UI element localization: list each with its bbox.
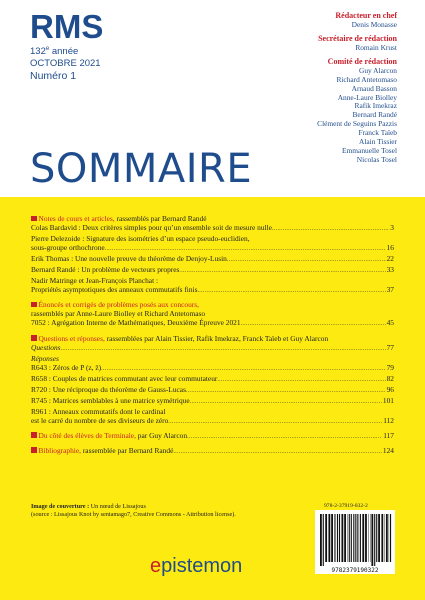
barcode-bar bbox=[341, 514, 343, 562]
bullet-square-icon bbox=[31, 335, 37, 341]
header bbox=[0, 0, 425, 164]
toc-entry[interactable]: Bernard Randé : Un problème de vecteurs propres ..... 33 bbox=[31, 265, 394, 276]
barcode-digits: 9782379190322 bbox=[331, 567, 379, 574]
barcode-bar bbox=[320, 514, 322, 566]
page-number: 101 bbox=[382, 395, 394, 405]
barcode-bar bbox=[328, 514, 330, 562]
bullet-square-icon bbox=[31, 302, 37, 308]
committee-member: Richard Antetomaso bbox=[336, 74, 397, 84]
barcode-graphic bbox=[315, 510, 395, 574]
toc-entry[interactable]: Erik Thomas : Une nouvelle preuve du théorème de Denjoy-Lusin ..... 22 bbox=[31, 254, 394, 265]
committee-member: Anne-Laure Biolley bbox=[337, 92, 397, 102]
committee-member: Alain Tissier bbox=[359, 137, 397, 147]
toc-entry[interactable]: Propriétés asymptotiques des anneaux commutatifs finis ..... 37 bbox=[31, 285, 394, 296]
section-heading: Questions et réponses, rassemblées par Alain Tissier, Rafik Imekraz, Franck Taïeb et Guy Alarcon bbox=[31, 334, 394, 343]
toc-entry[interactable]: R658 : Couples de matrices commutant avec leur commutateur ..... 82 bbox=[31, 374, 394, 385]
toc-entry[interactable]: R643 : Zéros de P (z, z̄) ..... 79 bbox=[31, 363, 394, 374]
toc-entry[interactable]: Bibliographie, rassemblée par Bernard Randé ..... 124 bbox=[31, 446, 394, 457]
journal-title: RMS bbox=[30, 8, 104, 45]
barcode-bar bbox=[325, 514, 327, 562]
toc-entry[interactable]: Du côté des élèves de Terminale, par Guy Alarcon ..... 117 bbox=[31, 431, 394, 442]
toc-entry[interactable]: Questions ..... 77 bbox=[31, 343, 394, 354]
toc-section-articles bbox=[31, 214, 394, 296]
committee-member: Guy Alarcon bbox=[359, 65, 397, 75]
barcode-bar bbox=[344, 514, 346, 562]
cover-label: Image de couverture : bbox=[31, 503, 90, 510]
committee-member: Nicolas Tosel bbox=[356, 154, 397, 164]
section-byline: rassemblés par Anne-Laure Biolley et Richard Antetomaso bbox=[31, 309, 206, 319]
toc-entry-line[interactable]: Pierre Delezoide : Signature des isométries d’un espace pseudo-euclidien, bbox=[31, 234, 250, 244]
barcode-bar bbox=[351, 514, 352, 562]
secretary-name: Romain Krust bbox=[355, 42, 397, 52]
barcode-bar bbox=[360, 514, 361, 562]
committee-role: Comité de rédaction bbox=[327, 56, 397, 66]
page-number: 37 bbox=[386, 285, 394, 295]
page-number: 3 bbox=[390, 223, 394, 233]
barcode-bar bbox=[386, 514, 388, 562]
table-of-contents bbox=[31, 214, 394, 461]
page-number: 124 bbox=[382, 445, 394, 455]
barcode-bar bbox=[374, 514, 375, 566]
bullet-square-icon bbox=[31, 216, 37, 222]
secretary-role: Secrétaire de rédaction bbox=[318, 33, 397, 43]
editor-name: Denis Monasse bbox=[351, 20, 397, 29]
barcode-bar bbox=[381, 514, 383, 562]
page-number: 82 bbox=[386, 373, 394, 383]
barcode-bar bbox=[371, 514, 373, 566]
publisher-logo: epistemon bbox=[150, 555, 243, 577]
toc-entry[interactable]: R745 : Matrices semblables à une matrice symétrique ..... 101 bbox=[31, 396, 394, 407]
barcode-bar bbox=[337, 514, 338, 562]
toc-entry[interactable]: Colas Bardavid : Deux critères simples pour qu’un ensemble soit de mesure nulle ..... 3 bbox=[31, 223, 394, 234]
committee-member: Rafik Imekraz bbox=[354, 101, 397, 111]
barcode-bar bbox=[376, 514, 377, 562]
barcode-bar bbox=[357, 514, 358, 562]
barcode bbox=[315, 510, 395, 574]
toc-entry[interactable]: sous-groupe orthochrone ..... 16 bbox=[31, 243, 394, 254]
page-number: 112 bbox=[383, 415, 394, 425]
page-number: 77 bbox=[386, 342, 394, 352]
toc-section-problems bbox=[31, 300, 394, 329]
committee-member: Clément de Seguins Pazzis bbox=[317, 119, 397, 129]
barcode-bar bbox=[323, 514, 324, 566]
toc-entry-line[interactable]: R961 : Anneaux commutatifs dont le cardinal bbox=[31, 406, 166, 416]
editor-role: Rédacteur en chef bbox=[335, 11, 397, 20]
barcode-bar bbox=[353, 514, 354, 562]
section-heading: Notes de cours et articles, rassemblés par Bernard Randé bbox=[31, 214, 394, 223]
committee-member: Arnaud Basson bbox=[351, 83, 397, 93]
toc-section-questions bbox=[31, 334, 394, 427]
journal-masthead bbox=[30, 8, 104, 83]
barcode-bar bbox=[362, 514, 364, 562]
section-heading: Énoncés et corrigés de problèmes posés aux concours, bbox=[31, 300, 394, 309]
journal-issue: Numéro 1 bbox=[30, 70, 77, 83]
barcode-bar bbox=[349, 514, 350, 562]
barcode-bar bbox=[334, 514, 335, 562]
isbn: 978-2-37919-032-2 bbox=[324, 503, 368, 509]
cover-credit bbox=[31, 503, 291, 518]
barcode-bar bbox=[378, 514, 380, 562]
barcode-bar bbox=[355, 514, 356, 562]
toc-section-terminale bbox=[31, 431, 394, 442]
page-number: 33 bbox=[386, 265, 394, 275]
page-number: 16 bbox=[386, 243, 394, 253]
committee-member: Emmanuelle Tosel bbox=[342, 145, 397, 155]
toc-entry[interactable]: R720 : Une réciproque du théorème de Gauss-Lucas ..... 96 bbox=[31, 385, 394, 396]
bullet-square-icon bbox=[31, 447, 37, 453]
barcode-bar bbox=[365, 514, 367, 562]
page-number: 96 bbox=[386, 384, 394, 394]
cover-text: Un nœud de Lissajous bbox=[89, 503, 146, 510]
committee-member: Bernard Randé bbox=[352, 110, 397, 120]
toc-entry[interactable]: est le carré du nombre de ses diviseurs de zéro ..... 112 bbox=[31, 416, 394, 427]
journal-year: 132e année bbox=[30, 46, 79, 58]
toc-entry[interactable]: 7052 : Agrégation Interne de Mathématiques, Deuxième Épreuve 2021 ..... 45 bbox=[31, 318, 394, 329]
toc-entry-line[interactable]: Nadir Matringe et Jean-François Planchat : bbox=[31, 276, 159, 286]
cover-source: (source : Lissajous Knot by sentamago7, Creative Commons - Attribution license). bbox=[31, 510, 236, 518]
page-number: 22 bbox=[386, 254, 394, 264]
subsection-label: Réponses bbox=[31, 353, 59, 363]
sommaire-title: SOMMAIRE bbox=[30, 146, 253, 192]
journal-month: OCTOBRE 2021 bbox=[30, 58, 101, 70]
barcode-bar bbox=[390, 514, 391, 562]
toc-section-bibliography bbox=[31, 446, 394, 457]
bullet-square-icon bbox=[31, 432, 37, 438]
page-number: 117 bbox=[383, 430, 394, 440]
barcode-bar bbox=[339, 514, 340, 562]
editorial-board bbox=[197, 11, 397, 165]
committee-member: Franck Taïeb bbox=[358, 128, 397, 138]
barcode-bar bbox=[331, 514, 333, 562]
page-number: 45 bbox=[386, 318, 394, 328]
page-number: 79 bbox=[386, 362, 394, 372]
